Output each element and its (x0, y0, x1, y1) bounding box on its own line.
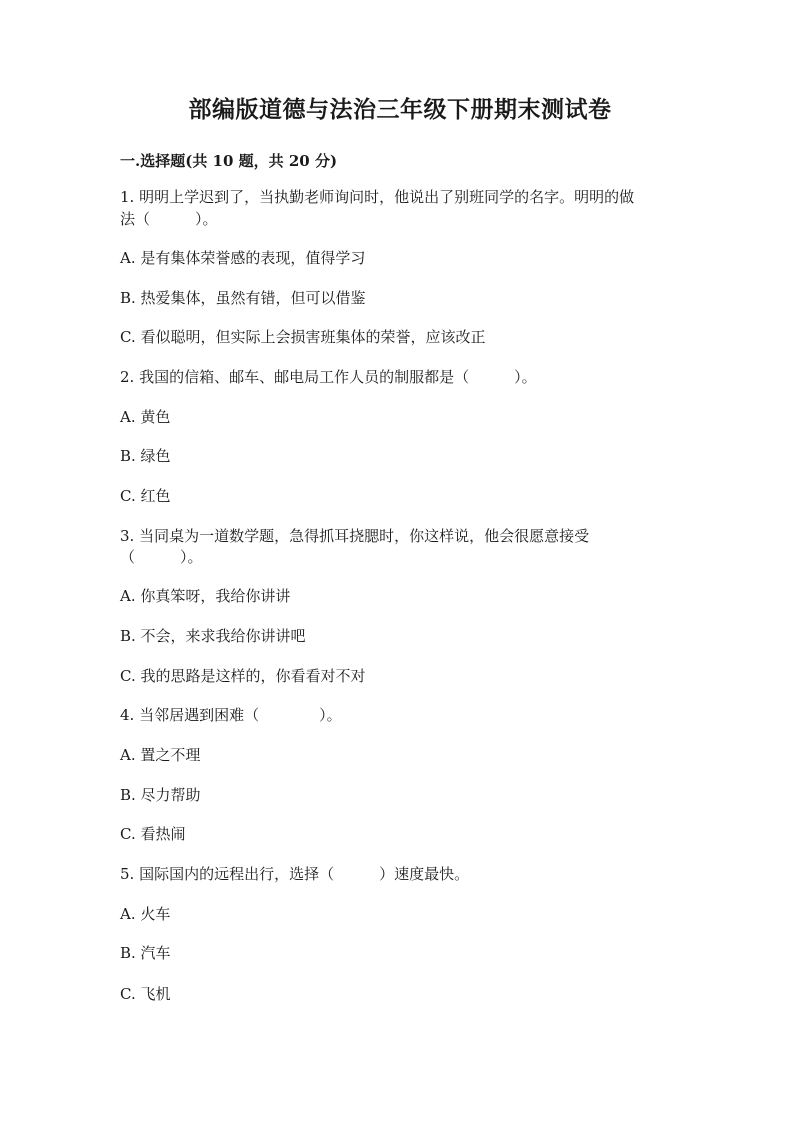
question-1-option-a: A. 是有集体荣誉感的表现，值得学习 (120, 249, 366, 267)
question-3-option-a: A. 你真笨呀，我给你讲讲 (120, 587, 291, 605)
question-1-option-c: C. 看似聪明，但实际上会损害班集体的荣誉，应该改正 (120, 328, 486, 346)
question-2-stem-line-1: 2. 我国的信箱、邮车、邮电局工作人员的制服都是（ ）。 (120, 368, 537, 386)
question-5-option-b: B. 汽车 (120, 944, 171, 962)
question-1-stem-line-1: 1. 明明上学迟到了，当执勤老师询问时，他说出了别班同学的名字。明明的做 (120, 188, 635, 206)
question-3-stem-line-1: 3. 当同桌为一道数学题，急得抓耳挠腮时，你这样说，他会很愿意接受 (120, 527, 590, 545)
question-2-option-c: C. 红色 (120, 487, 171, 505)
question-3-option-c: C. 我的思路是这样的，你看看对不对 (120, 667, 366, 685)
question-3-stem-line-2: （ ）。 (120, 548, 203, 566)
question-4-stem-line-1: 4. 当邻居遇到困难（ ）。 (120, 706, 342, 724)
question-4-option-c: C. 看热闹 (120, 825, 186, 843)
question-3-option-b: B. 不会，来求我给你讲讲吧 (120, 627, 306, 645)
question-1-option-b: B. 热爱集体，虽然有错，但可以借鉴 (120, 289, 366, 307)
question-2-option-b: B. 绿色 (120, 447, 171, 465)
question-4-option-a: A. 置之不理 (120, 746, 201, 764)
question-5-option-c: C. 飞机 (120, 985, 171, 1003)
question-2-option-a: A. 黄色 (120, 408, 171, 426)
question-1-stem-line-2: 法（ ）。 (120, 210, 218, 228)
question-5-stem-line-1: 5. 国际国内的远程出行，选择（ ）速度最快。 (120, 865, 470, 883)
question-4-option-b: B. 尽力帮助 (120, 786, 201, 804)
section-heading: 一.选择题(共 10 题，共 20 分) (120, 152, 338, 170)
question-5-option-a: A. 火车 (120, 905, 171, 923)
page-title: 部编版道德与法治三年级下册期末测试卷 (188, 96, 612, 123)
